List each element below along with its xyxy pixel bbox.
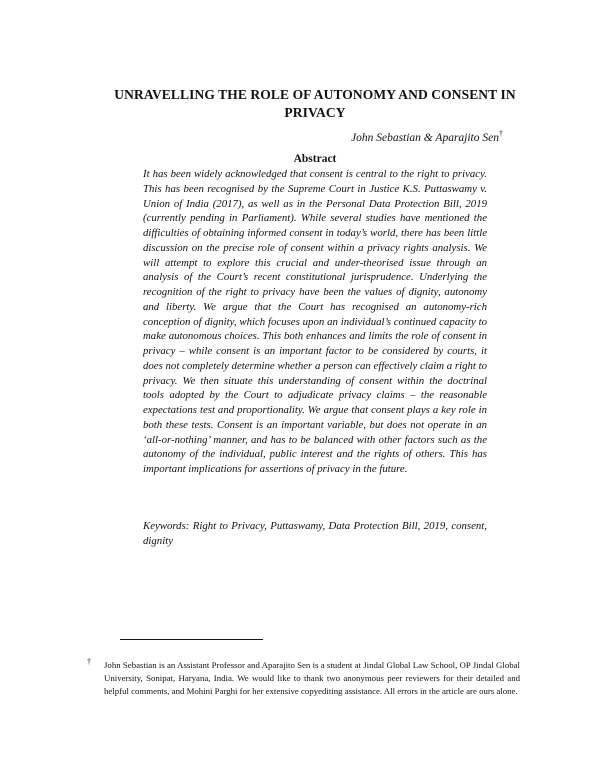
author-line (351, 129, 503, 144)
author-footnote-mark: † (499, 129, 503, 138)
keywords: Keywords: Right to Privacy, Puttaswamy, Data Protection Bill, 2019, consent, dignity (143, 520, 487, 547)
footnote-divider (120, 639, 263, 640)
abstract-heading: Abstract (293, 153, 337, 165)
author-names: John Sebastian & Aparajito Sen (350, 132, 499, 144)
abstract-body: It has been widely acknowledged that consent is central to the right to privacy. This has been recognised by the Supreme Court in Justice K.S. Puttaswamy v. Union of India (2017), as well as in the Personal Data Protection Bill, 2019 (currently pending in Parliament). While several studies have mentioned the difficulties of obtaining informed consent in today’s world, there has been little discussion on the precise role of consent within a privacy rights analysis. We will attempt to explore this crucial and under-theorised issue through an analysis of the Court’s recent constitutional jurisprudence. Underlying the recognition of the right to privacy have been the values of dignity, autonomy and liberty. We argue that the Court has recognised an autonomy-rich conception of dignity, which focuses upon an individual’s continued capacity to make autonomous choices. This both enhances and limits the role of consent in privacy – while consent is an important factor to be considered by courts, it does not completely determine whether a person can effectively claim a right to privacy. We then situate this understanding of consent within the doctrinal tools adopted by the Court to adjudicate privacy claims – the reasonable expectations test and proportionality. We argue that consent plays a key role in both these tests. Consent is an important variable, but does not operate in an ‘all-or-nothing’ manner, and has to be balanced with other factors such as the autonomy of the individual, public interest and the rights of others. This has important implications for assertions of privacy in the future. (143, 168, 487, 475)
footnote-mark: † (87, 657, 91, 666)
footnote-text: John Sebastian is an Assistant Professor and Aparajito Sen is a student at Jindal Global Law School, OP Jindal Global University, Sonipat, Haryana, India. We would like to thank two anonymous peer reviewers for their detailed and helpful comments, and Mohini Parghi for her extensive copyediting assistance. All errors in the article are ours alone. (104, 660, 520, 696)
paper-title: UNRAVELLING THE ROLE OF AUTONOMY AND CONSENT IN PRIVACY (114, 87, 516, 120)
